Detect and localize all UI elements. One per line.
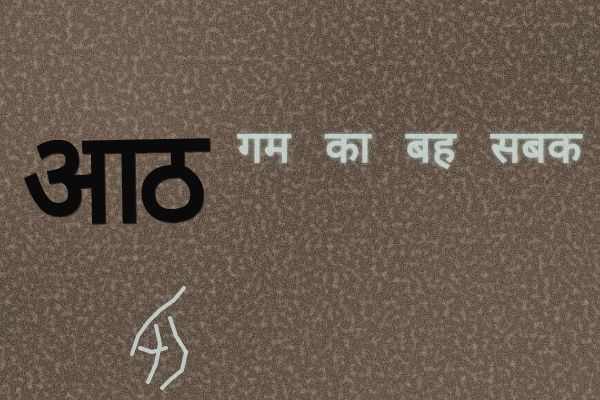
white-paint-mark — [126, 282, 206, 394]
white-word-3: बह — [405, 122, 457, 173]
white-word-2: का — [325, 122, 372, 173]
white-word-1: गम — [238, 122, 292, 173]
white-painted-text — [238, 122, 600, 173]
white-word-4: सबक — [490, 122, 583, 173]
black-painted-text: आठ — [21, 100, 202, 254]
